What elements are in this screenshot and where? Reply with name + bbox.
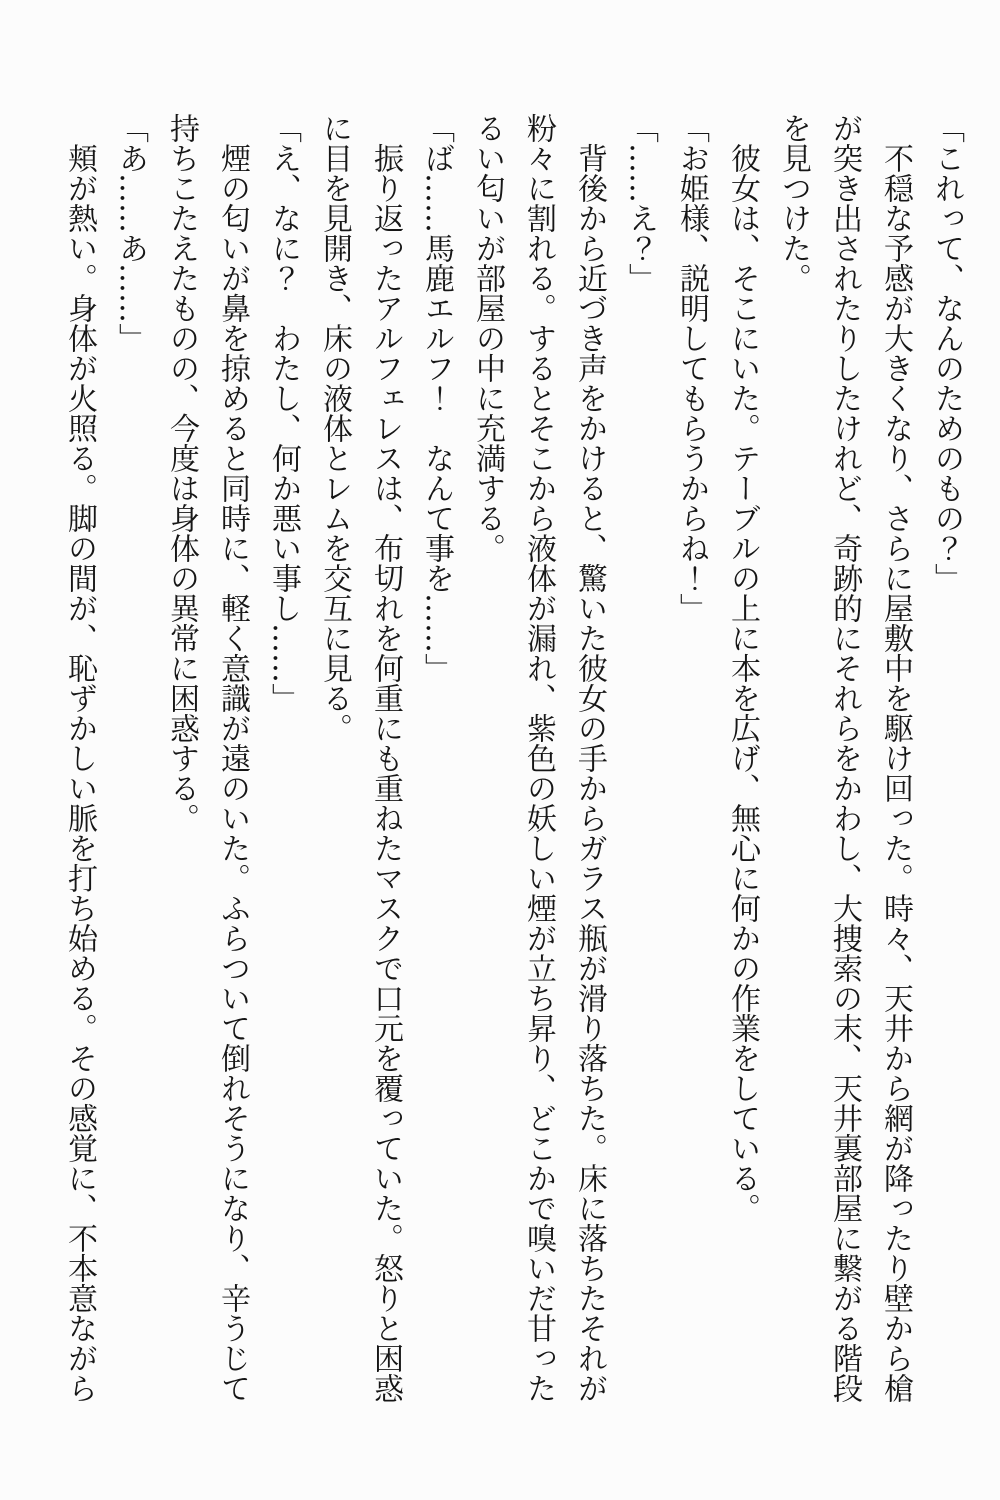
paragraph: 「……え？」 bbox=[623, 113, 658, 293]
paragraph: 彼女は、そこにいた。テーブルの上に本を広げ、無心に何かの作業をしている。 bbox=[725, 143, 760, 1223]
paragraph: 「ば……馬鹿エルフ！ なんて事を……」 bbox=[419, 113, 454, 683]
vertical-text-flow bbox=[28, 113, 972, 1405]
paragraph: 「え、なに？ わたし、何か悪い事し……」 bbox=[266, 113, 301, 713]
paragraph: 振り返ったアルフェレスは、布切れを何重にも重ねたマスクで口元を覆っていた。怒りと困惑に目を見開き、床の液体とレムを交互に見る。 bbox=[317, 113, 403, 1403]
paragraph: 「お姫様、説明してもらうからね！」 bbox=[674, 113, 709, 623]
paragraph: 煙の匂いが鼻を掠めると同時に、軽く意識が遠のいた。ふらついて倒れそうになり、辛うじて持ちこたえたものの、今度は身体の異常に困惑する。 bbox=[164, 113, 250, 1403]
paragraph: 不穏な予感が大きくなり、さらに屋敷中を駆け回った。時々、天井から網が降ったり壁から槍が突き出されたりしたけれど、奇跡的にそれらをかわし、大捜索の末、天井裏部屋に繋がる階段を見つけた。 bbox=[776, 113, 913, 1403]
paragraph: 背後から近づき声をかけると、驚いた彼女の手からガラス瓶が滑り落ちた。床に落ちたそれが粉々に割れる。するとそこから液体が漏れ、紫色の妖しい煙が立ち昇り、どこかで嗅いだ甘ったるい匂いが部屋の中に充満する。 bbox=[470, 113, 607, 1403]
paragraph: 「あ……あ……」 bbox=[113, 113, 148, 353]
paragraph: 頬が熱い。身体が火照る。脚の間が、恥ずかしい脈を打ち始める。その感覚に、不本意ながら bbox=[62, 143, 97, 1403]
paragraph: 「これって、なんのためのもの？」 bbox=[929, 113, 964, 593]
